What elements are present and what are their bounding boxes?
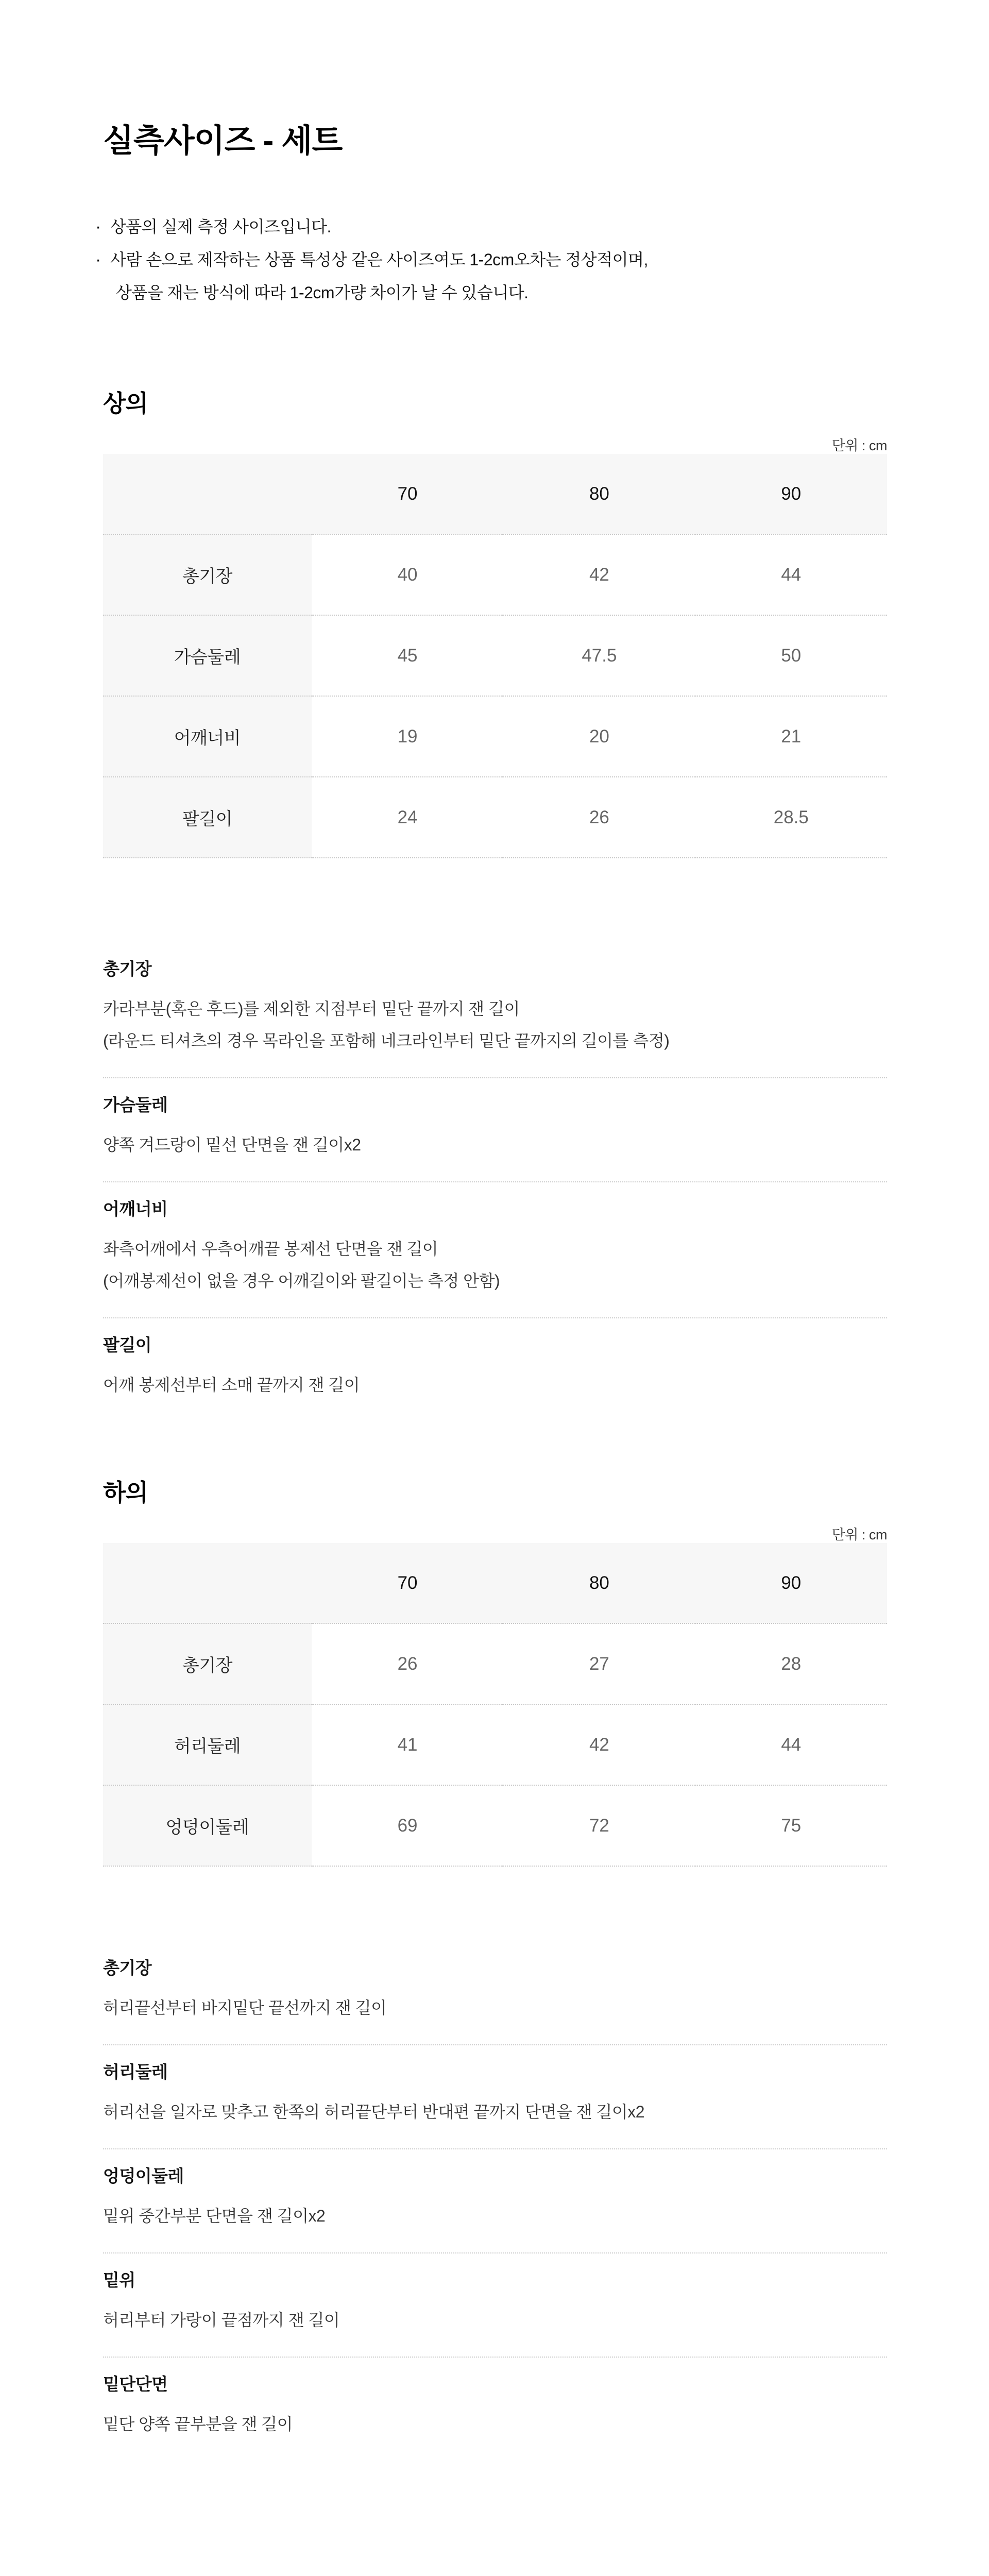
column-header: 90 <box>695 1543 887 1623</box>
column-header: 80 <box>503 1543 695 1623</box>
definition-text: 좌측어깨에서 우측어깨끝 봉제선 단면을 잰 길이 <box>103 1240 438 1259</box>
size-value: 41 <box>312 1704 503 1785</box>
size-value: 27 <box>503 1623 695 1704</box>
size-value: 40 <box>312 534 503 615</box>
definition-term: 팔길이 <box>103 1335 152 1355</box>
definition-block <box>103 2149 887 2253</box>
size-value: 47.5 <box>503 615 695 696</box>
size-value: 21 <box>695 696 887 777</box>
note-item-continuation: 상품을 재는 방식에 따라 1-2cm가량 차이가 날 수 있습니다. <box>116 283 528 302</box>
definition-term: 엉덩이둘레 <box>103 2166 184 2186</box>
section-heading-tops: 상의 <box>103 390 148 417</box>
definition-text: 허리부터 가랑이 끝점까지 잰 길이 <box>103 2311 340 2330</box>
table-row <box>103 1785 887 1866</box>
content-column <box>103 0 887 2440</box>
table-header-row <box>103 1543 887 1623</box>
size-value: 50 <box>695 615 887 696</box>
note-item: · 상품의 실제 측정 사이즈입니다. <box>95 210 887 243</box>
column-header: 70 <box>312 454 503 534</box>
definition-block <box>103 1182 887 1318</box>
definition-text: 허리선을 일자로 맞추고 한쪽의 허리끝단부터 반대편 끝까지 단면을 잰 길이x2 <box>103 2103 645 2122</box>
definitions-tops <box>103 958 887 1401</box>
row-label: 가슴둘레 <box>103 615 312 696</box>
table-row <box>103 777 887 858</box>
size-value: 45 <box>312 615 503 696</box>
column-header: 80 <box>503 454 695 534</box>
definition-text: (어깨봉제선이 없을 경우 어깨길이와 팔길이는 측정 안함) <box>103 1272 500 1291</box>
size-value: 42 <box>503 1704 695 1785</box>
definition-text: 양쪽 겨드랑이 밑선 단면을 잰 길이x2 <box>103 1136 361 1155</box>
definition-block <box>103 2045 887 2149</box>
size-value: 19 <box>312 696 503 777</box>
definition-term: 어깨너비 <box>103 1199 168 1219</box>
page-title: 실측사이즈 - 세트 <box>103 123 343 159</box>
definitions-bottoms <box>103 1957 887 2440</box>
size-table-tops <box>103 454 887 858</box>
size-value: 28 <box>695 1623 887 1704</box>
section-bottoms <box>103 1478 887 2440</box>
size-value: 69 <box>312 1785 503 1866</box>
table-row <box>103 1623 887 1704</box>
table-row <box>103 1704 887 1785</box>
unit-label: 단위 : cm <box>831 438 887 454</box>
section-tops <box>103 389 887 1401</box>
table-header-row <box>103 454 887 534</box>
size-value: 24 <box>312 777 503 858</box>
size-value: 26 <box>312 1623 503 1704</box>
size-value: 20 <box>503 696 695 777</box>
definition-term: 가슴둘레 <box>103 1095 168 1115</box>
row-label: 총기장 <box>103 1623 312 1704</box>
column-header: 90 <box>695 454 887 534</box>
size-value: 75 <box>695 1785 887 1866</box>
definition-term: 총기장 <box>103 959 152 979</box>
table-corner-cell <box>103 1543 312 1623</box>
definition-text: (라운드 티셔츠의 경우 목라인을 포함해 네크라인부터 밑단 끝까지의 길이를 측정) <box>103 1031 670 1050</box>
size-value: 44 <box>695 534 887 615</box>
definition-text: 카라부분(혹은 후드)를 제외한 지점부터 밑단 끝까지 잰 길이 <box>103 999 520 1019</box>
definition-text: 허리끝선부터 바지밑단 끝선까지 잰 길이 <box>103 1998 387 2018</box>
column-header: 70 <box>312 1543 503 1623</box>
row-label: 허리둘레 <box>103 1704 312 1785</box>
size-value: 42 <box>503 534 695 615</box>
table-row <box>103 615 887 696</box>
size-value: 44 <box>695 1704 887 1785</box>
definition-block <box>103 1318 887 1401</box>
table-corner-cell <box>103 454 312 534</box>
note-item: · 사람 손으로 제작하는 상품 특성상 같은 사이즈여도 1-2cm오차는 정상적이며, <box>95 243 887 276</box>
definition-block <box>103 1957 887 2045</box>
row-label: 엉덩이둘레 <box>103 1785 312 1866</box>
section-heading-bottoms: 하의 <box>103 1479 148 1506</box>
row-label: 총기장 <box>103 534 312 615</box>
notes-list <box>95 210 887 309</box>
definition-block <box>103 2253 887 2358</box>
table-row <box>103 534 887 615</box>
size-value: 28.5 <box>695 777 887 858</box>
definition-block <box>103 1078 887 1182</box>
definition-term: 밑단단면 <box>103 2375 168 2394</box>
definition-text: 밑단 양쪽 끝부분을 잰 길이 <box>103 2415 293 2434</box>
table-row <box>103 696 887 777</box>
size-value: 72 <box>503 1785 695 1866</box>
definition-block <box>103 958 887 1078</box>
size-table-bottoms <box>103 1543 887 1867</box>
definition-text: 밑위 중간부분 단면을 잰 길이x2 <box>103 2207 326 2226</box>
definition-term: 허리둘레 <box>103 2062 168 2082</box>
definition-term: 총기장 <box>103 1958 152 1978</box>
definition-block <box>103 2358 887 2440</box>
unit-label: 단위 : cm <box>831 1527 887 1543</box>
row-label: 어깨너비 <box>103 696 312 777</box>
size-value: 26 <box>503 777 695 858</box>
row-label: 팔길이 <box>103 777 312 858</box>
definition-text: 어깨 봉제선부터 소매 끝까지 잰 길이 <box>103 1376 360 1395</box>
definition-term: 밑위 <box>103 2270 135 2290</box>
